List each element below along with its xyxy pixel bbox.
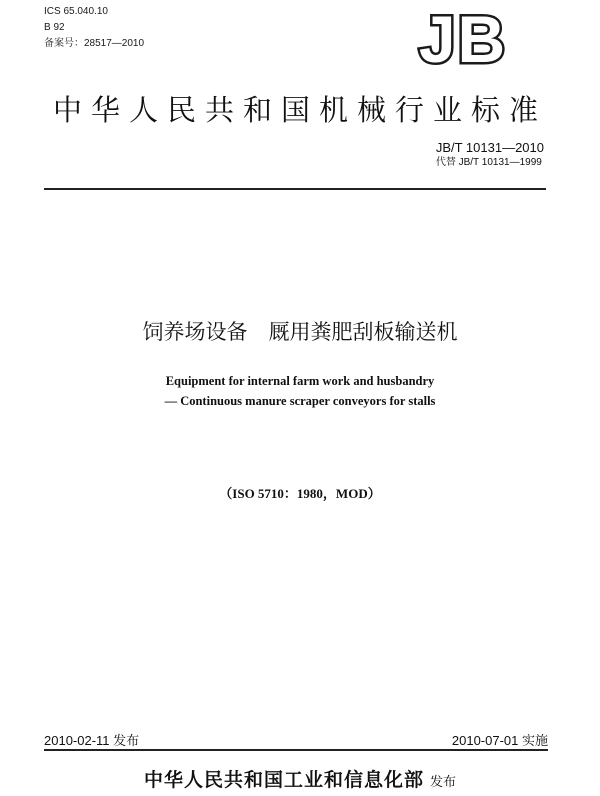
publisher-org: 中华人民共和国工业和信息化部	[143, 769, 424, 791]
standard-number-block	[436, 140, 544, 170]
industry-standard-title: 中华人民共和国机械行业标准	[52, 93, 547, 127]
publisher	[0, 765, 600, 792]
document-title-en	[0, 371, 600, 411]
classification-codes	[44, 4, 144, 52]
document-title-zh: 饲养场设备 厩用粪肥刮板输送机	[142, 320, 458, 344]
bottom-divider	[44, 749, 548, 751]
top-divider	[44, 188, 546, 190]
title-en-line-1: Equipment for internal farm work and husbandry	[165, 374, 435, 388]
jb-logo-text: JB	[418, 6, 508, 70]
filing-number: 备案号：28517—2010	[44, 38, 145, 49]
publisher-action: 发布	[430, 775, 457, 790]
implementation-date: 2010-07-01 实施	[451, 733, 548, 748]
ccs-code: B 92	[44, 22, 65, 33]
standard-number: JB/T 10131—2010	[435, 140, 544, 155]
replaces-standard: 代替 JB/T 10131—1999	[435, 157, 542, 168]
jb-logo	[404, 6, 522, 70]
title-en-line-2: — Continuous manure scraper conveyors for stalls	[164, 394, 436, 408]
iso-reference: （ISO 5710：1980，MOD）	[219, 486, 381, 501]
ics-code: ICS 65.040.10	[44, 6, 108, 17]
issue-date: 2010-02-11 发布	[44, 733, 140, 748]
